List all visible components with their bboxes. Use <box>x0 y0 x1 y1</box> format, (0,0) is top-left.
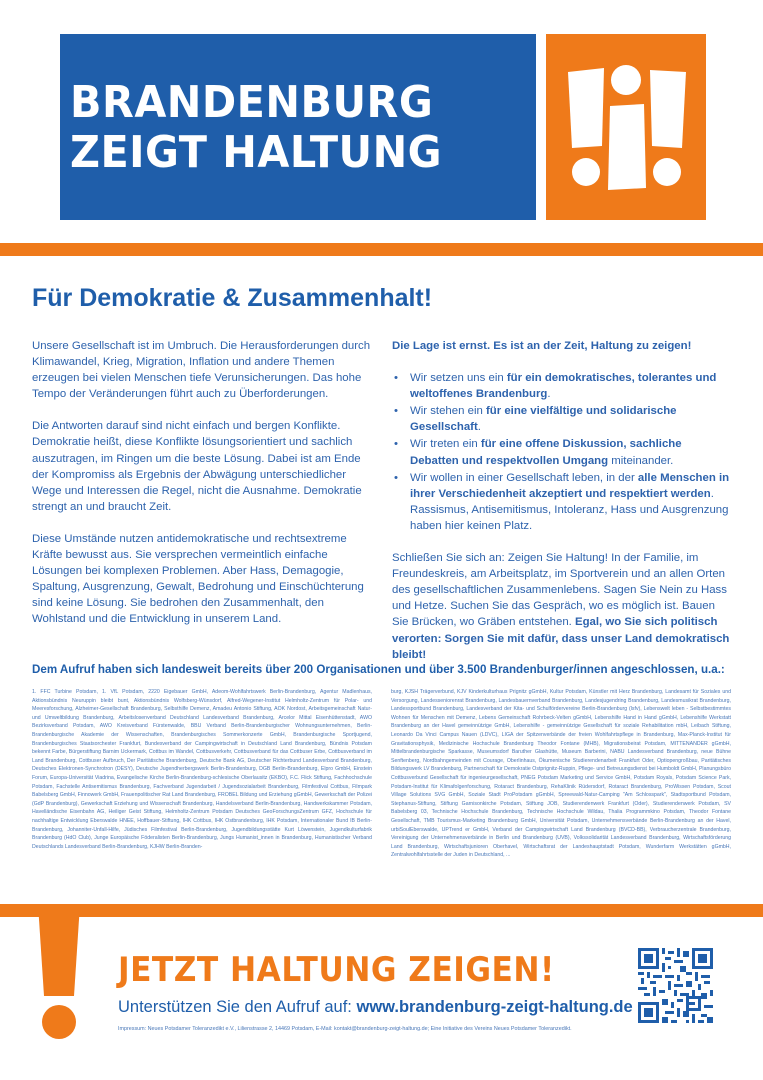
exclamation-mark-icon <box>22 904 102 1044</box>
list-item <box>392 403 732 435</box>
bullet-bold: für eine offene Diskussion, sachliche Debatten und respektvollen Umgang <box>410 438 682 467</box>
imprint-text: Impressum: Neues Potsdamer Toleranzedikt e.V., Lilienstrasse 2, 14469 Potsdam, E-Mail: kontakt@brandenburg-zeigt-haltung.de; Eine Initiative des Vereins Neues Potsdamer Toleranzedikt. <box>118 1026 572 1032</box>
cta-subtitle-text: Unterstützen Sie den Aufruf auf: <box>118 998 357 1016</box>
bullet-bold: für ein demokratisches, tolerantes und weltoffenes Brandenburg <box>410 372 717 401</box>
list-item <box>392 470 732 534</box>
list-item <box>392 436 732 468</box>
bullet-bold: für eine vielfältige und solidarische Gesellschaft <box>410 405 677 434</box>
closing-bold: Egal, wo Sie sich politisch verorten: Sorgen Sie mit dafür, dass unser Land demokratisch bleibt! <box>392 616 730 661</box>
closing-paragraph <box>392 550 732 663</box>
logo-graphic <box>546 34 706 220</box>
bullet-bold: alle Menschen in ihrer Verschiedenheit akzeptiert und respektiert werden <box>410 471 730 500</box>
right-column <box>392 338 732 679</box>
left-column <box>32 338 374 644</box>
organisations-list-left: 1. FFC Turbine Potsdam, 1. VfL Potsdam, 2220 Eigebauer GmbH, Adeom-Wohlfahrtswerk Berlin-Brandenburg, Agentur Madlenhaus, Aktionsbündnis Neuruppin bleibt bunt, Aktionsbündnis Wolfsberg-Wünsdorf, Alfred-Wegener-Institut Helmholtz-Zentrum für Polar- und Meeresforschung, Alzheimer-Gesellschaft Brandenburg, Selbsthilfe Demenz, Amadeu Antonio Stiftung, AOK Nordost, Arbeitsgemeinschaft Natur- und Umweltbildung Brandenburg, Arbeitslosenverband Deutschland Landesverband Brandenburg, Arcelor Mittal Eisenhüttenstadt, AWO Bezirksverband Potsdam, AWO Kreisverband Fürstenwalde, BBU Verband Berlin-Brandenburgischer Wohnungsunternehmen, Berlin-Brandenburgische Akademie der Wissenschaften, Brandenburgisches Sommerkonzerte GmbH, Brandenburgische Sportjugend, Brandenburgisches Staatsorchester Frankfurt, Bundesverband der Campingwirtschaft in Deutschland Land Brandenburg, Bündnis Potsdam bekennt Farbe, Bürgerstiftung Barnim Uckermark, Cottbus im Wandel, Cottbusverkehr, Cottbusverband für das Cottbuser Erbe, Cottbusverband im Land Brandenburg, Cottbuser Aufbruch, Der Paritätische Brandenburg, Deutsche Bank AG, Deutscher Richterbund Landesverband Brandenburg, Deutsches Elektronen-Synchrotron (DESY), Deutsche Jugendherbergswerk Berlin-Brandenburg, DGB Berlin-Brandenburg, Elpro GmbH, Einstein Forum, Europa-Universität Viadrina, Evangelische Kirche Berlin-Brandenburg-schlesische Oberlausitz (EKBO), F.C. Flick Stiftung, Fachhochschule Potsdam, Fachstelle Antisemitismus Brandenburg, Fachverband Jugendarbeit / Jugendsozialarbeit Brandenburg, Filmfestival Cottbus, Filmpark Babelsberg GmbH, Finnowerk GmbH, Frauenpolitischer Rat Land Brandenburg, FROBEL Bildung und Erziehung gGmbH, Gewerkschaft der Polizei (GdP Brandenburg), Gewerkschaft Erziehung und Wissenschaft Brandenburg, Handelsverband Berlin-Brandenburg, Handwerkskammer Potsdam, Havelländische Eisenbahn AG, Heiliger Geist Stiftung, Helmholtz-Zentrum Potsdam Deutsches GeoForschungsZentrum GFZ, Hochschule für nachhaltige Entwicklung Eberswalde HNEE, Hoffbauer-Stiftung, IHK Cottbus, IHK Ostbrandenburg, IHK Potsdam, Internationaler Bund IB Berlin-Brandenburg, Johanniter-Unfall-Hilfe, Jüdisches Filmfestival Berlin-Brandenburg, Jugendbildungsstätte Kurt Löwenstein, Jugendkulturfabrik Brandenburg (HdO Club), Junge Europäische Föderalisten Berlin-Brandenburg, Jungs Humanist_innen in Brandenburg, Humanistischer Verband Deutschlands Landesverband Berlin-Brandenburg, KJHW Berlin-Branden- <box>32 689 372 850</box>
organisations-list-right: burg, KJSH Trägerverbund, KJV Kinderkulturhaus Prignitz gGmbH, Kultur Potsdam, Künstler mit Herz Brandenburg, Landesamt für Soziales und Versorgung, Landesseniorenrat Brandenburg, Landesbauernverband Brandenburg, Landesjugendring Brandenburg, Landesmusikrat Brandenburg, Landessportbund Brandenburg, Landesverband der Kita- und Schulfördervereine Berlin-Brandenburg (lsfv), Lebenswelt leben - Selbstbestimmtes Wohnen für Menschen mit Demenz, Lebens Gemeinschaft Rohrbeck-Velten gGmbH, Lebenshilfe Hand in Hand gGmbH, Lebenshilfe Werkstatt Brandenburg an der Havel gemeinnützige GmbH, Lebenshilfe - gemeinnützige Gesellschaft für soziale Rehabilitation mbH, Leibach Stiftung, Leonardo Da Vinci Campus Nauen (LDVC), LIGA der Spitzenverbände der freien Wohlfahrtspflege in Brandenburg, Max-Planck-Institut für Gravitationsphysik, Medizinische Hochschule Brandenburg Theodor Fontane (MHB), Migrationsbeirat Potsdam, MITTENANDER gGmbH, Mittelbrandenburgische Sparkasse, Museumsdorf Baruther Glashütte, Museum Barberini, NABU Landesverband Brandenburg, neue Bühne Senftenberg, Nordbahngemeinden mit Courage, Oberlinhaus, Ökumenische Studierendenarbeit Frankfurt Oder, Optiopengroßbau, Paritätisches Bildungswerk LV Brandenburg, Partnerschaft für Demokratie Ostprignitz-Ruppin, Pflege- und Betreuungsdienst bei Humboldt GmbH, Planungsbüro Cottbusverbund Gesellschaft für ingenieurgesellschaft, PNEG Potsdam Marketing und Service GmbH, Potsdam Royals, Potsdam Science Park, Potsdam-Institut für Klimafolgenforschung, Rotaract Brandenburg, RehaKlinik Rüdersdorf, Rotaract Brandenburg, ProWissen Potsdam, Scout Village Solutions SVG GmbH, Soziale Stadt ProPotsdam gGmbH, Spreewald-Natur-Camping "Am Schlosspark", Stadtsportbund Potsdam, Stephanus-Stiftung, Stiftung Garnisonkirche Potsdam, Stiftung JOB, Studierendenwerk Frankfurt (Oder), Studierendenwerk Potsdam, SV Babelsberg 03, Technische Hochschule Brandenburg, Technische Hochschule Wildau, Thalia Programmkino Potsdam, Theodor Fontane Gesellschaft, TMB Tourismus-Marketing Brandenburg GmbH, Universität Potsdam, Unternehmensverbände Berlin-Brandenburg an der Havel, urbiSoulEberswalde, UPTrend er GmbH, Verband der Campingwirtschaft Land Brandenburg (BVCD-BB), Verbraucherzentrale Brandenburg, Vereinigung der Unternehmensverbände in Berlin und Brandenburg (UVB), Volkssolidarität Landesverband Brandenburg, Wirtschaftsförderung Land Brandenburg, Wirtschaftsjunioren Oberhavel, Wirtschaftsrat der Landeshauptstadt Potsdam, Wunderfarm Werkstätten gGmbH, Zentralwohlfahrtsstelle der Juden in Deutschland, ... <box>391 689 731 859</box>
header-title-line1: BRANDENBURG <box>70 77 434 128</box>
commitment-list <box>392 370 732 534</box>
bullet-text: Wir setzen uns ein <box>410 372 507 385</box>
paragraph-1: Unsere Gesellschaft ist im Umbruch. Die Herausforderungen durch Klimawandel, Krieg, Migration, Inflation und andere Themen erzeugen bei vielen Menschen tiefe Verunsicherungen. Das hohe Tempo der Veränderungen führt auch zu Überforderungen. <box>32 340 371 401</box>
headline: Für Demokratie & Zusammenhalt! <box>32 284 433 312</box>
header-title <box>70 78 442 178</box>
cta-title: JETZT HALTUNG ZEIGEN! <box>118 950 555 990</box>
bullet-text: Wir treten ein <box>410 438 481 451</box>
cta-subtitle <box>118 998 633 1017</box>
organisations-heading: Dem Aufruf haben sich landesweit bereits über 200 Organisationen und über 3.500 Brandenburger/innen angeschlossen, u.a.: <box>32 663 725 676</box>
list-item <box>392 370 732 402</box>
exclamation-logo-icon <box>546 34 706 220</box>
qr-code-icon[interactable] <box>638 948 713 1023</box>
bullet-text: Wir wollen in einer Gesellschaft leben, in der <box>410 471 638 484</box>
website-link[interactable]: www.brandenburg-zeigt-haltung.de <box>356 998 633 1016</box>
bottom-orange-stripe <box>0 904 763 917</box>
bullet-text: . <box>547 388 551 401</box>
closing-text: Schließen Sie sich an: Zeigen Sie Haltung! In der Familie, im Freundeskreis, am Arbeitsplatz, im Sportverein und an allen Orten des gesellschaftlichen Zusammenlebens. Sagen Sie Nein zu Hass und Hetze. Suchen Sie das Gespräch, wo es möglich ist. Bauen Sie Brücken, wo Gräben entstehen. <box>392 552 727 629</box>
paragraph-3: Diese Umstände nutzen antidemokratische und rechtsextreme Kräfte bewusst aus. Sie versprechen vermeintlich einfache Lösungen bei komplexen Problemen. Aber Hass, Demagogie, Spaltung, Ausgrenzung, Gewalt, Bedrohung und Einschüchterung sind keine Lösung. Sie bedrohen den Zusammenhalt, den Wohlstand und die Entwicklung in unserem Land. <box>32 532 364 626</box>
paragraph-2: Die Antworten darauf sind nicht einfach und bergen Konflikte. Demokratie heißt, diese Konflikte lösungsorientiert und sachlich auszutragen, im Ringen um die beste Lösung. Dabei ist am Ende der Kompromiss als Ergebnis der Abwägung unterschiedlicher Wege und Interessen die Regel, nicht die Ausnahme. Demokratie strengt an und braucht Zeit. <box>32 420 362 513</box>
orange-stripe <box>0 243 763 256</box>
header-title-line2: ZEIGT HALTUNG <box>70 127 443 178</box>
bullet-text: Wir stehen ein <box>410 405 486 418</box>
bullet-text: . <box>477 421 481 434</box>
bullet-text: . Rassismus, Antisemitismus, Intoleranz, Hass und Ausgrenzung haben hier keinen Platz. <box>410 487 729 532</box>
bullet-text: miteinander. <box>608 454 674 467</box>
lead-statement: Die Lage ist ernst. Es ist an der Zeit, Haltung zu zeigen! <box>392 340 692 352</box>
